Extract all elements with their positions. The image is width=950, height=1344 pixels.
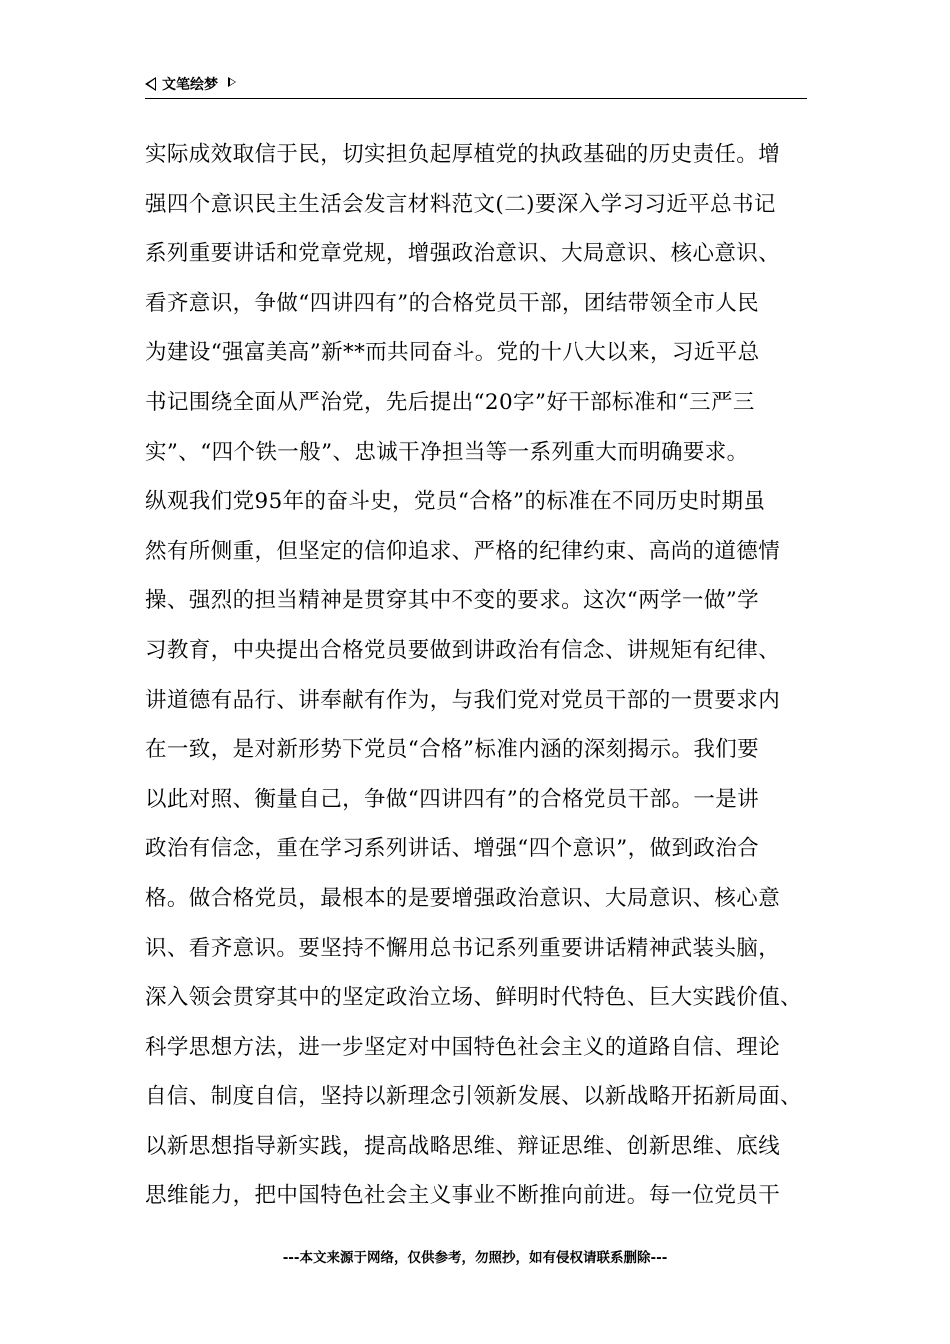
header-title: 文笔绘梦 bbox=[162, 77, 218, 93]
right-triangle-icon bbox=[228, 77, 236, 87]
body-line: 为建设“强富美高”新**而共同奋斗。党的十八大以来，习近平总 bbox=[145, 340, 760, 366]
body-line: 强四个意识民主生活会发言材料范文(二)要深入学习习近平总书记 bbox=[145, 191, 776, 217]
body-line: 自信、制度自信，坚持以新理念引领新发展、以新战略开拓新局面、 bbox=[145, 1084, 803, 1110]
body-line: 以此对照、衡量自己，争做“四讲四有”的合格党员干部。一是讲 bbox=[145, 786, 760, 812]
body-line: 科学思想方法，进一步坚定对中国特色社会主义的道路自信、理论 bbox=[145, 1034, 781, 1060]
body-line: 习教育，中央提出合格党员要做到讲政治有信念、讲规矩有纪律、 bbox=[145, 637, 781, 663]
body-line: 讲道德有品行、讲奉献有作为，与我们党对党员干部的一贯要求内 bbox=[145, 687, 781, 713]
body-line: 思维能力，把中国特色社会主义事业不断推向前进。每一位党员干 bbox=[145, 1183, 781, 1209]
page-header bbox=[145, 72, 807, 99]
body-line: 政治有信念，重在学习系列讲话、增强“四个意识”，做到政治合 bbox=[145, 836, 760, 862]
body-line: 看齐意识，争做“四讲四有”的合格党员干部，团结带领全市人民 bbox=[145, 290, 760, 316]
body-line: 实”、“四个铁一般”、忠诚干净担当等一系列重大而明确要求。 bbox=[145, 439, 749, 465]
document-body bbox=[145, 130, 807, 1221]
body-line: 系列重要讲话和党章党规，增强政治意识、大局意识、核心意识、 bbox=[145, 241, 781, 267]
body-line: 操、强烈的担当精神是贯穿其中不变的要求。这次“两学一做”学 bbox=[145, 588, 760, 614]
header-brand bbox=[145, 74, 236, 94]
left-triangle-icon bbox=[145, 77, 156, 91]
body-line: 然有所侧重，但坚定的信仰追求、严格的纪律约束、高尚的道德情 bbox=[145, 538, 781, 564]
body-line: 以新思想指导新实践，提高战略思维、辩证思维、创新思维、底线 bbox=[145, 1133, 781, 1159]
body-line: 实际成效取信于民，切实担负起厚植党的执政基础的历史责任。增 bbox=[145, 142, 781, 167]
body-line: 深入领会贯穿其中的坚定政治立场、鲜明时代特色、巨大实践价值、 bbox=[145, 985, 803, 1011]
body-line: 识、看齐意识。要坚持不懈用总书记系列重要讲话精神武装头脑， bbox=[145, 935, 781, 961]
body-line: 格。做合格党员，最根本的是要增强政治意识、大局意识、核心意 bbox=[145, 885, 781, 911]
body-line: 纵观我们党95年的奋斗史，党员“合格”的标准在不同历史时期虽 bbox=[145, 489, 766, 515]
body-line: 在一致，是对新形势下党员“合格”标准内涵的深刻揭示。我们要 bbox=[145, 737, 760, 763]
footer-disclaimer: ---本文来源于网络，仅供参考，勿照抄，如有侵权请联系删除--- bbox=[282, 1250, 668, 1266]
body-line: 书记围绕全面从严治党，先后提出“20字”好干部标准和“三严三 bbox=[145, 389, 755, 415]
